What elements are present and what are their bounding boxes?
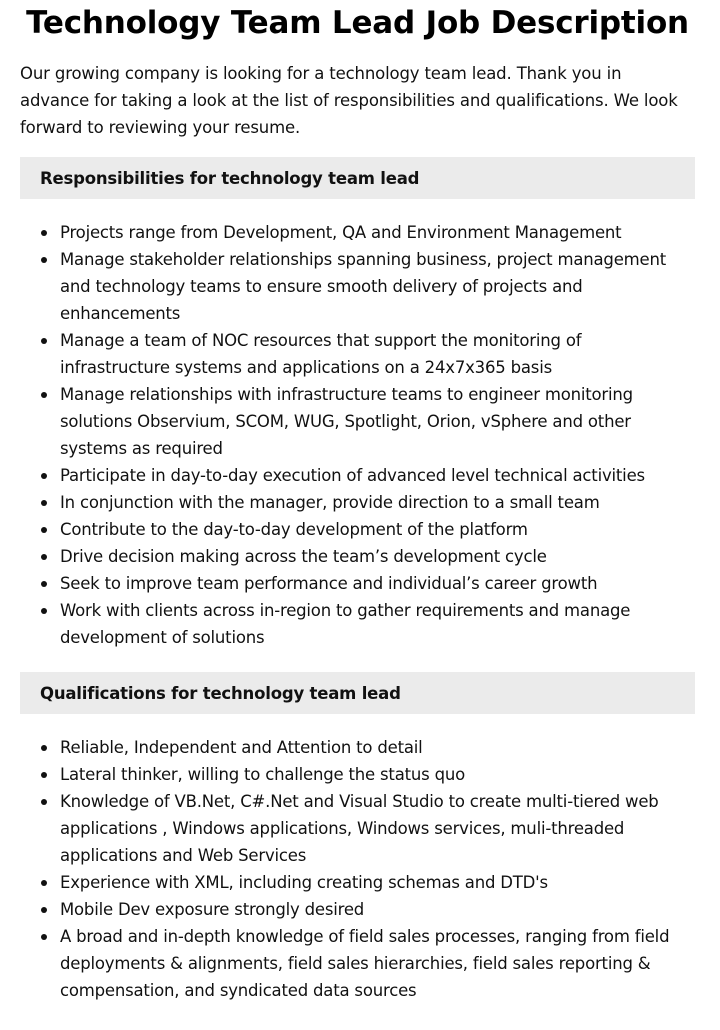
list-item — [60, 246, 695, 327]
list-item — [60, 219, 695, 246]
qualifications-heading: Qualifications for technology team lead — [40, 683, 401, 703]
list-item — [60, 923, 695, 1004]
list-item-text: Reliable, Independent and Attention to detail — [60, 738, 423, 757]
bullet-icon — [41, 500, 47, 506]
list-item-text: A broad and in-depth knowledge of field sales processes, ranging from field deployments & alignments, field sales hierarchies, field sales reporting & compensation, and syndicated data sources — [60, 927, 670, 1000]
qualifications-header — [20, 672, 695, 714]
bullet-icon — [41, 799, 47, 805]
responsibilities-heading: Responsibilities for technology team lead — [40, 168, 420, 188]
list-item-text: Lateral thinker, willing to challenge the status quo — [60, 765, 466, 784]
list-item-text: Manage stakeholder relationships spanning business, project management and technology teams to ensure smooth delivery of projects and enhancements — [60, 250, 666, 323]
qualifications-list — [20, 734, 695, 1004]
list-item — [60, 381, 695, 462]
list-item — [60, 761, 695, 788]
list-item — [60, 734, 695, 761]
list-item-text: Experience with XML, including creating schemas and DTD's — [60, 873, 548, 892]
list-item-text: Manage relationships with infrastructure teams to engineer monitoring solutions Observium, SCOM, WUG, Spotlight, Orion, vSphere and other systems as required — [60, 385, 633, 458]
responsibilities-list — [20, 219, 695, 651]
responsibilities-header — [20, 157, 695, 199]
bullet-icon — [41, 581, 47, 587]
list-item — [60, 570, 695, 597]
bullet-icon — [41, 392, 47, 398]
list-item-text: In conjunction with the manager, provide direction to a small team — [60, 493, 600, 512]
bullet-icon — [41, 907, 47, 913]
bullet-icon — [41, 934, 47, 940]
bullet-icon — [41, 772, 47, 778]
list-item-text: Projects range from Development, QA and Environment Management — [60, 223, 622, 242]
list-item-text: Contribute to the day-to-day development of the platform — [60, 520, 528, 539]
list-item — [60, 597, 695, 651]
list-item-text: Seek to improve team performance and individual’s career growth — [60, 574, 598, 593]
bullet-icon — [41, 473, 47, 479]
bullet-icon — [41, 554, 47, 560]
bullet-icon — [41, 608, 47, 614]
list-item — [60, 516, 695, 543]
bullet-icon — [41, 745, 47, 751]
bullet-icon — [41, 230, 47, 236]
intro-paragraph: Our growing company is looking for a technology team lead. Thank you in advance for taking a look at the list of responsibilities and qualifications. We look forward to reviewing your resume. — [20, 64, 678, 137]
list-item-text: Drive decision making across the team’s development cycle — [60, 547, 547, 566]
bullet-icon — [41, 527, 47, 533]
list-item — [60, 462, 695, 489]
list-item — [60, 869, 695, 896]
list-item-text: Manage a team of NOC resources that support the monitoring of infrastructure systems and applications on a 24x7x365 basis — [60, 331, 582, 377]
list-item-text: Participate in day-to-day execution of advanced level technical activities — [60, 466, 645, 485]
list-item — [60, 543, 695, 570]
list-item — [60, 489, 695, 516]
list-item-text: Mobile Dev exposure strongly desired — [60, 900, 365, 919]
list-item — [60, 788, 695, 869]
list-item — [60, 896, 695, 923]
bullet-icon — [41, 880, 47, 886]
list-item — [60, 327, 695, 381]
bullet-icon — [41, 338, 47, 344]
page-title: Technology Team Lead Job Description — [26, 5, 689, 41]
list-item-text: Knowledge of VB.Net, C#.Net and Visual Studio to create multi-tiered web applications , Windows applications, Windows services, muli-threaded applications and Web Services — [60, 792, 659, 865]
bullet-icon — [41, 257, 47, 263]
list-item-text: Work with clients across in-region to gather requirements and manage development of solutions — [60, 601, 631, 647]
